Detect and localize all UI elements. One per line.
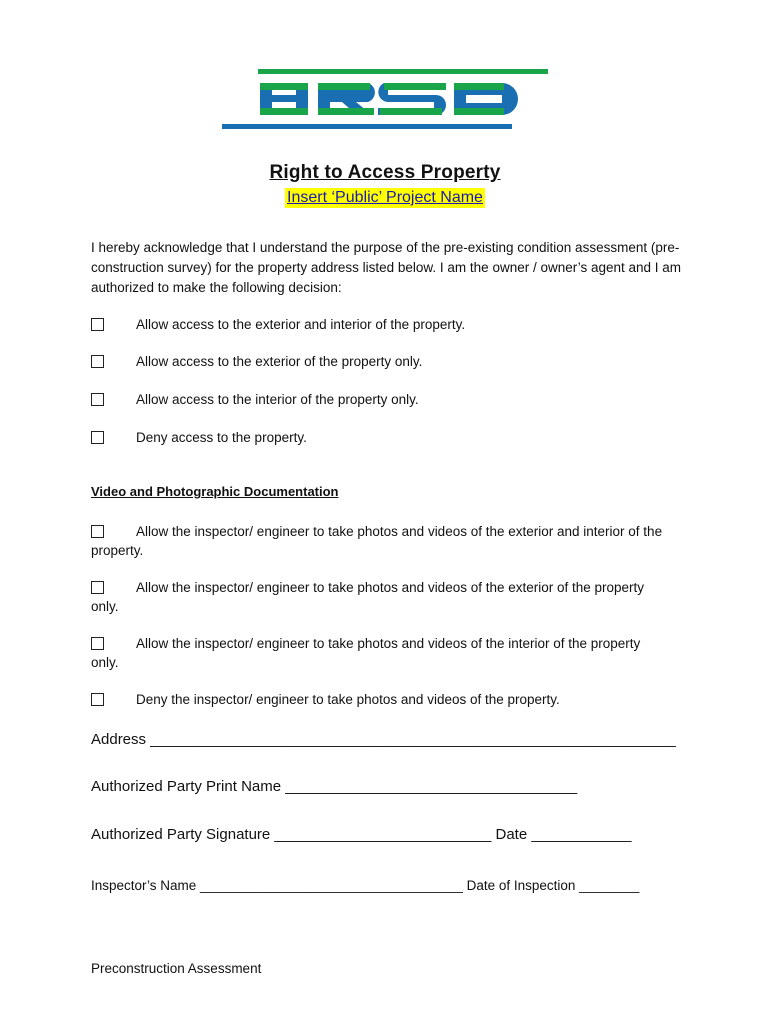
project-name-placeholder[interactable]: Insert ‘Public’ Project Name [287, 189, 483, 206]
access-option-label: Allow access to the interior of the property only. [136, 392, 419, 407]
checkbox-photos-exterior[interactable] [91, 581, 104, 594]
access-option-label: Allow access to the exterior of the property only. [136, 354, 423, 369]
doc-option [91, 634, 691, 672]
signature-date-field[interactable]: Authorized Party Signature __________________________ Date ____________ [91, 826, 632, 843]
doc-option [91, 690, 691, 709]
doc-option-line2: only. [91, 599, 119, 614]
doc-option-line1: Allow the inspector/ engineer to take photos and videos of the exterior of the property [136, 580, 645, 595]
access-option-label: Allow access to the exterior and interior of the property. [136, 317, 466, 332]
inspector-field[interactable]: Inspector’s Name ___________________________________ Date of Inspection ________ [91, 878, 640, 893]
doc-option-line1: Allow the inspector/ engineer to take photos and videos of the exterior and interior of the [136, 524, 663, 539]
checkbox-photos-interior[interactable] [91, 637, 104, 650]
print-name-field[interactable]: Authorized Party Print Name ___________________________________ [91, 778, 578, 795]
doc-option-line1: Deny the inspector/ engineer to take photos and videos of the property. [136, 692, 560, 707]
document-title: Right to Access Property [269, 162, 501, 183]
documentation-section-title: Video and Photographic Documentation [91, 484, 339, 499]
checkbox-access-interior[interactable] [91, 393, 104, 406]
doc-option [91, 522, 691, 560]
doc-option-line1: Allow the inspector/ engineer to take photos and videos of the interior of the property [136, 636, 641, 651]
checkbox-photos-exterior-interior[interactable] [91, 525, 104, 538]
address-field[interactable]: Address _______________________________________________________________ [91, 731, 676, 748]
doc-option-line2: property. [91, 543, 144, 558]
hrsd-logo [222, 68, 548, 132]
doc-option [91, 578, 691, 616]
checkbox-access-exterior[interactable] [91, 355, 104, 368]
checkbox-access-exterior-interior[interactable] [91, 318, 104, 331]
access-option-label: Deny access to the property. [136, 430, 307, 445]
doc-option-line2: only. [91, 655, 119, 670]
checkbox-deny-photos[interactable] [91, 693, 104, 706]
intro-paragraph: I hereby acknowledge that I understand the purpose of the pre-existing condition assessment (pre-construction survey) for the property address listed below. I am the owner / owner’s agent and I am authorized to make the following decision: [91, 240, 682, 295]
project-name-wrap [0, 188, 770, 208]
page-footer: Preconstruction Assessment [91, 961, 262, 976]
checkbox-deny-access[interactable] [91, 431, 104, 444]
